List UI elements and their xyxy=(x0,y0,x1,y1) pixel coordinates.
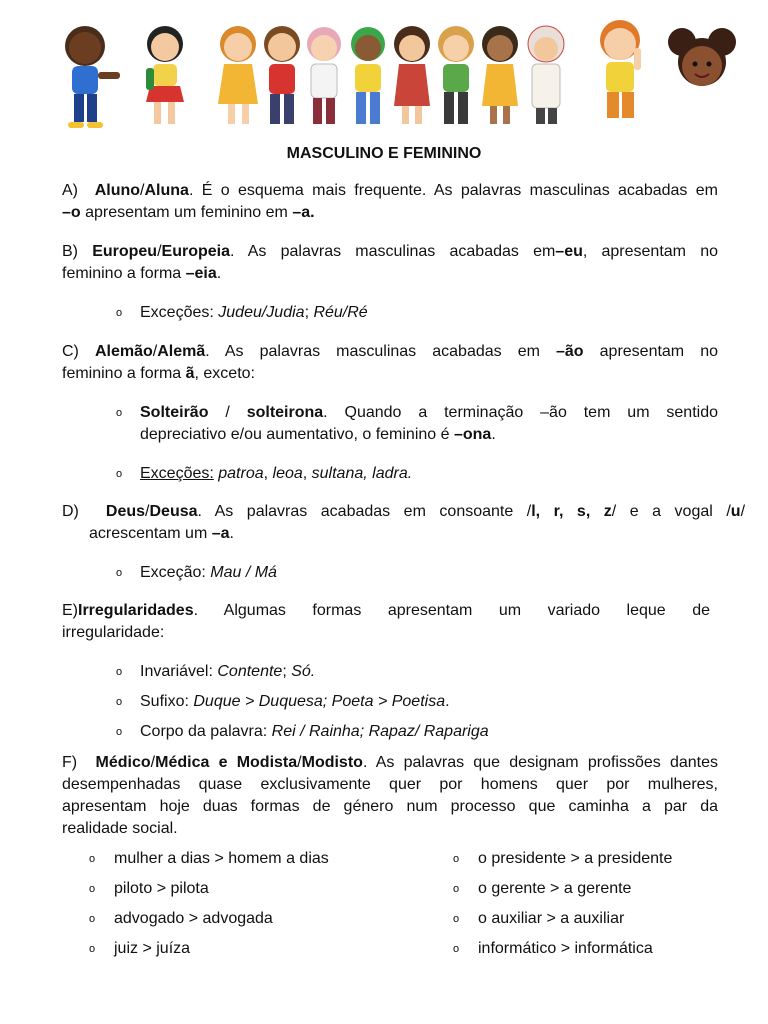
slash: / xyxy=(145,503,150,520)
bullet-icon: o xyxy=(116,407,123,419)
section-text: apresentam um feminino em xyxy=(80,204,293,221)
section-text: apresentam no xyxy=(583,343,718,360)
exception-item: sultana, ladra. xyxy=(311,465,413,482)
exceptions-label: Exceção: xyxy=(140,564,211,581)
bullet-icon: o xyxy=(89,853,96,865)
section-e-item-3 xyxy=(116,721,718,743)
term-fem: solteirona xyxy=(246,404,324,421)
bullet-icon: o xyxy=(89,883,96,895)
list-item-text: informático > informática xyxy=(478,940,653,957)
section-letter: B) xyxy=(62,243,78,260)
term-masc: Solteirão xyxy=(140,404,209,421)
slash: / xyxy=(140,182,145,199)
professions-left-column xyxy=(89,848,329,968)
bullet-icon: o xyxy=(116,666,123,678)
ending: u xyxy=(730,503,741,520)
term-fem: Aluna xyxy=(144,182,189,199)
list-item-text: o auxiliar > a auxiliar xyxy=(478,910,625,927)
section-text: . xyxy=(491,426,496,443)
ending: –ona xyxy=(453,426,492,443)
bullet-icon: o xyxy=(116,307,123,319)
section-text: depreciativo e/ou aumentativo, o feminino é xyxy=(140,426,454,443)
section-text: apresentam hoje duas formas de género num processo que caminha a par da xyxy=(62,798,718,815)
section-b-exceptions xyxy=(116,302,718,324)
page-title: MASCULINO E FEMININO xyxy=(286,145,482,162)
section-text: . As palavras masculinas acabadas em xyxy=(205,343,556,360)
section-b xyxy=(62,241,718,285)
section-c xyxy=(62,341,718,385)
bullet-icon: o xyxy=(453,853,460,865)
item-label: Invariável: xyxy=(140,663,218,680)
slash: / xyxy=(150,754,156,771)
list-item xyxy=(453,848,673,878)
term-fem: Médica e Modista xyxy=(155,754,298,771)
term: Irregularidades xyxy=(78,602,194,619)
term-masc: Europeu xyxy=(92,243,158,260)
example: Só. xyxy=(291,663,316,680)
list-item xyxy=(453,878,672,908)
separator: ; xyxy=(304,304,314,321)
ending: –a. xyxy=(292,204,315,221)
ending: –o xyxy=(62,204,81,221)
section-letter: F) xyxy=(62,754,78,771)
term-masc: Modisto xyxy=(301,754,363,771)
ending: –ão xyxy=(556,343,584,360)
example: Contente xyxy=(217,663,283,680)
slash: / xyxy=(297,754,302,771)
section-letter: C) xyxy=(62,343,79,360)
slash: / xyxy=(152,343,158,360)
exception-item: patroa xyxy=(213,465,264,482)
section-text: . As palavras masculinas acabadas em xyxy=(230,243,556,260)
list-item-text: o gerente > a gerente xyxy=(478,880,632,897)
section-text: . As palavras acabadas em consoante / xyxy=(197,503,532,520)
children-group-figures xyxy=(218,26,564,124)
list-item xyxy=(89,908,329,938)
exception-item: Réu/Ré xyxy=(313,304,368,321)
girl-face-figure xyxy=(668,28,736,86)
list-item-text: juiz > juíza xyxy=(114,940,191,957)
section-c-solteirao xyxy=(116,402,719,446)
section-text: realidade social. xyxy=(62,820,178,837)
section-text: / xyxy=(740,503,746,520)
bullet-icon: o xyxy=(116,726,123,738)
exception-item: Mau / Má xyxy=(210,564,277,581)
bullet-icon: o xyxy=(453,943,460,955)
bullet-icon: o xyxy=(116,468,123,480)
example: Duque > Duquesa; Poeta > Poetisa xyxy=(193,693,446,710)
list-item-text: o presidente > a presidente xyxy=(478,850,673,867)
section-d xyxy=(62,501,745,545)
section-letter: A) xyxy=(62,182,78,199)
section-d-exception xyxy=(116,562,718,584)
list-item-text: piloto > pilota xyxy=(114,880,209,897)
section-text: . Quando a terminação –ão tem um sentido xyxy=(323,404,719,421)
bullet-icon: o xyxy=(89,943,96,955)
ending: ã xyxy=(185,365,195,382)
item-label: Corpo da palavra: xyxy=(140,723,272,740)
list-item xyxy=(89,878,329,908)
item-label: Sufixo: xyxy=(140,693,194,710)
child-2-figure xyxy=(146,26,184,124)
section-text: , exceto: xyxy=(194,365,255,382)
list-item xyxy=(453,908,672,938)
section-e xyxy=(62,600,710,644)
section-text: feminino a forma xyxy=(62,365,186,382)
section-text: feminino a forma xyxy=(62,265,186,282)
term-masc: Alemão xyxy=(94,343,153,360)
section-text: . Algumas formas apresentam um variado leque de xyxy=(193,602,710,619)
section-text: . É o esquema mais frequente. As palavras masculinas acabadas em xyxy=(188,182,718,199)
example: Rei / Rainha; Rapaz/ Rapariga xyxy=(271,723,489,740)
child-1-figure xyxy=(65,26,120,128)
separator: , xyxy=(302,465,312,482)
list-item xyxy=(453,938,672,968)
section-text: / e a vogal / xyxy=(611,503,731,520)
section-text: . As palavras que designam profissões dantes xyxy=(362,754,718,771)
separator: , xyxy=(263,465,273,482)
separator: ; xyxy=(282,663,292,680)
bullet-icon: o xyxy=(453,883,460,895)
section-text: . xyxy=(216,265,222,282)
bullet-icon: o xyxy=(116,696,123,708)
list-item xyxy=(89,938,329,968)
child-waving-figure xyxy=(600,20,641,118)
exception-item: Judeu/Judia xyxy=(218,304,305,321)
list-item xyxy=(89,848,329,878)
section-text: , apresentam no xyxy=(582,243,718,260)
section-text: . xyxy=(229,525,234,542)
exception-item: leoa xyxy=(272,465,303,482)
list-item-text: advogado > advogada xyxy=(114,910,273,927)
term-masc: Deus xyxy=(105,503,146,520)
ending: –eia xyxy=(185,265,217,282)
section-letter: D) xyxy=(62,503,79,520)
term-masc: Aluno xyxy=(94,182,141,199)
term-masc: Médico xyxy=(95,754,151,771)
section-e-item-1 xyxy=(116,661,718,683)
ending: –eu xyxy=(555,243,583,260)
children-illustration xyxy=(50,18,745,136)
section-a xyxy=(62,180,718,224)
endings: l, r, s, z xyxy=(531,503,612,520)
ending: –a xyxy=(211,525,230,542)
exceptions-label: Exceções: xyxy=(140,304,219,321)
term-fem: Europeia xyxy=(161,243,230,260)
section-text: acrescentam um xyxy=(89,525,212,542)
bullet-icon: o xyxy=(453,913,460,925)
slash: / xyxy=(157,243,162,260)
section-text: desempenhadas quase exclusivamente quer por homens quer por mulheres, xyxy=(62,776,718,793)
section-text: irregularidade: xyxy=(62,624,165,641)
term-fem: Deusa xyxy=(149,503,198,520)
slash: / xyxy=(208,404,247,421)
term-fem: Alemã xyxy=(157,343,206,360)
bullet-icon: o xyxy=(116,567,123,579)
exceptions-label: Exceções: xyxy=(140,465,214,482)
professions-right-column xyxy=(453,848,673,968)
list-item-text: mulher a dias > homem a dias xyxy=(114,850,329,867)
section-e-item-2: o Sufixo: Duque > Duquesa; Poeta > Poetisa. xyxy=(140,691,718,713)
section-f xyxy=(62,752,718,840)
section-letter: E) xyxy=(62,602,78,619)
bullet-icon: o xyxy=(89,913,96,925)
section-c-exceptions xyxy=(116,463,718,485)
